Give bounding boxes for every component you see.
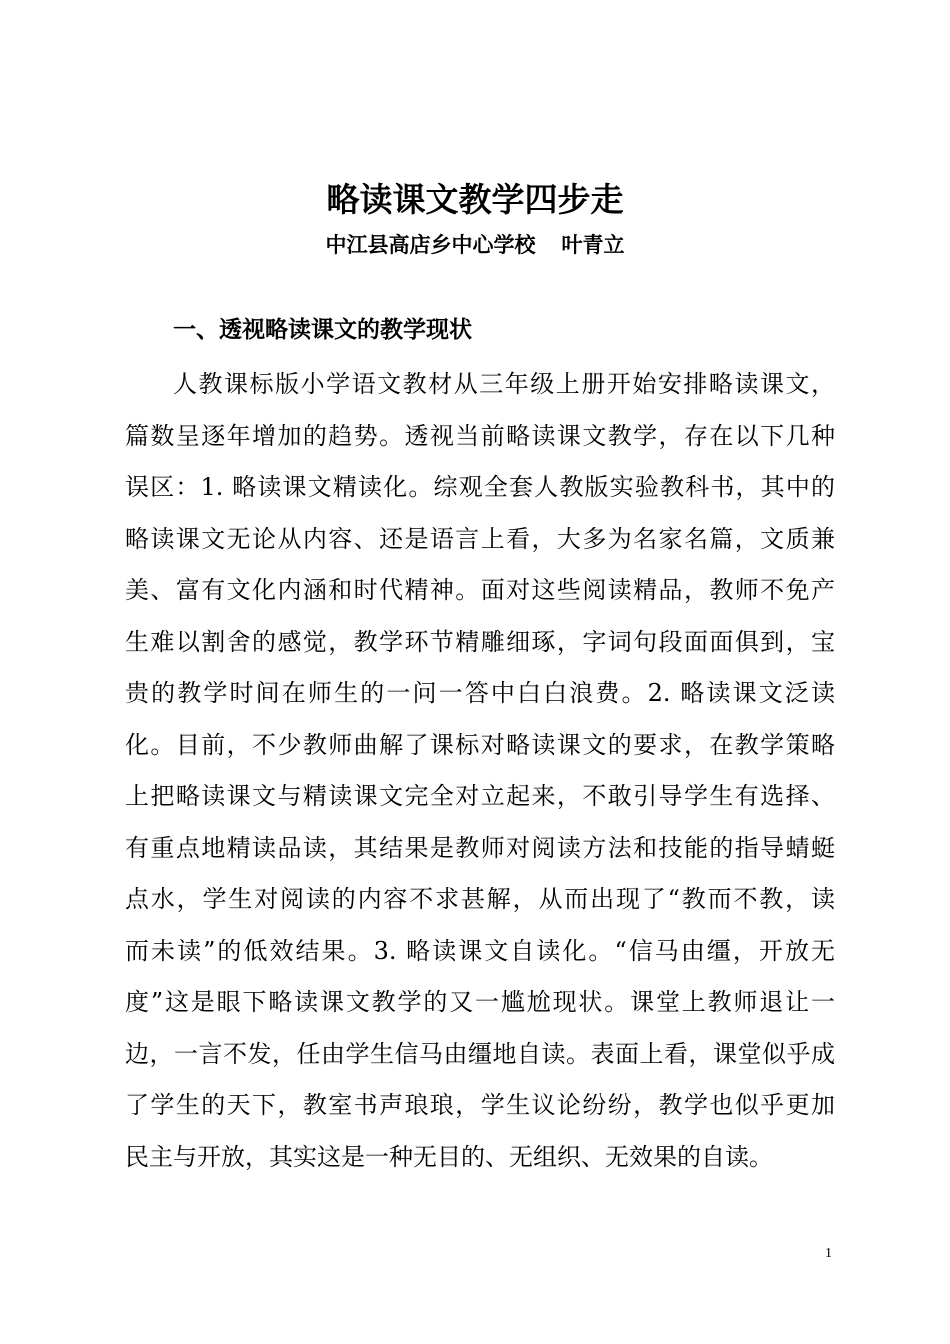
- paragraph-line: 贵的教学时间在师生的一问一答中白白浪费。2. 略读课文泛读: [125, 679, 835, 707]
- paragraph-line: 而未读”的低效结果。3. 略读课文自读化。“信马由缰，开放无: [125, 936, 835, 965]
- paragraph-line: 略读课文无论从内容、还是语言上看，大多为名家名篇，文质兼: [125, 524, 835, 553]
- paragraph-line: 上把略读课文与精读课文完全对立起来，不敢引导学生有选择、: [125, 782, 835, 810]
- section-heading: 一、透视略读课文的教学现状: [173, 317, 472, 343]
- paragraph-line: 人教课标版小学语文教材从三年级上册开始安排略读课文，: [173, 370, 835, 398]
- paragraph-line: 边，一言不发，任由学生信马由缰地自读。表面上看，课堂似乎成: [125, 1039, 835, 1068]
- paragraph-line: 有重点地精读品读，其结果是教师对阅读方法和技能的指导蜻蜓: [125, 833, 835, 862]
- page-number: 1: [825, 1246, 832, 1261]
- paragraph-line: 了学生的天下，教室书声琅琅，学生议论纷纷，教学也似乎更加: [125, 1091, 835, 1119]
- paragraph-line: 度”这是眼下略读课文教学的又一尴尬现状。课堂上教师退让一: [125, 988, 835, 1016]
- paragraph-line: 误区：1. 略读课文精读化。综观全套人教版实验教科书，其中的: [125, 473, 835, 501]
- body-paragraph: [125, 359, 835, 1183]
- school-name: 中江县高店乡中心学校: [325, 233, 536, 257]
- paragraph-line: 化。目前，不少教师曲解了课标对略读课文的要求，在教学策略: [125, 730, 835, 759]
- paragraph-line: 篇数呈逐年增加的趋势。透视当前略读课文教学，存在以下几种: [125, 421, 835, 450]
- paragraph-line: 民主与开放，其实这是一种无目的、无组织、无效果的自读。: [125, 1142, 773, 1171]
- paragraph-line: 点水，学生对阅读的内容不求甚解，从而出现了“教而不教，读: [125, 885, 835, 913]
- document-title: 略读课文教学四步走: [326, 180, 624, 219]
- paragraph-line: 生难以割舍的感觉，教学环节精雕细琢，字词句段面面俱到，宝: [125, 627, 835, 656]
- paragraph-line: 美、富有文化内涵和时代精神。面对这些阅读精品，教师不免产: [125, 576, 835, 604]
- author-line: [0, 230, 950, 260]
- author-name: 叶青立: [561, 233, 625, 257]
